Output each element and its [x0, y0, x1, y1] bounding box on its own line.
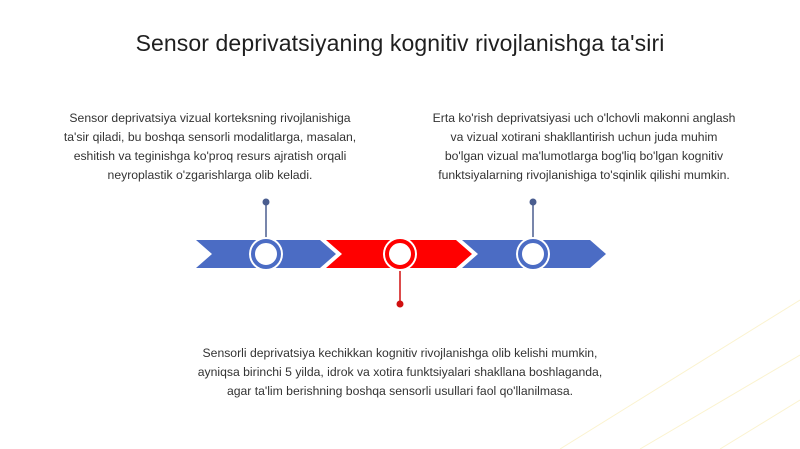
text-line: va vizual xotirani shakllantirish uchun juda muhim — [450, 130, 718, 144]
text-line: eshitish va teginishga ko'proq resurs ajratish orqali — [73, 149, 347, 163]
text-line: ayniqsa birinchi 5 yilda, idrok va xotira funktsiyalari shakllana boshlaganda, — [197, 365, 603, 379]
connector-dot-right — [530, 199, 537, 206]
text-line: funktsiyalarning rivojlanishiga to'sqinlik qilishi mumkin. — [438, 168, 730, 182]
connector-dot-bottom — [397, 301, 404, 308]
text-line: Sensor deprivatsiya vizual korteksning rivojlanishiga — [69, 111, 351, 125]
text-line: neyroplastik o'zgarishlarga olib keladi. — [107, 168, 313, 182]
text-line: bo'lgan vizual ma'lumotlarga bog'liq bo'lgan kognitiv — [444, 149, 724, 163]
text-line: Erta ko'rish deprivatsiyasi uch o'lchovli makonni anglash — [432, 111, 736, 125]
text-line: Sensorli deprivatsiya kechikkan kognitiv rivojlanishga olib kelishi mumkin, — [202, 346, 598, 360]
text-line: agar ta'lim berishning boshqa sensorli usullari faol qo'llanilmasa. — [226, 384, 574, 398]
background-decoration — [560, 300, 800, 449]
text-line: ta'sir qiladi, bu boshqa sensorli modalitlarga, masalan, — [63, 130, 357, 144]
slide-title: Sensor deprivatsiyaning kognitiv rivojlanishga ta'siri — [135, 30, 665, 56]
connector-dot-left — [263, 199, 270, 206]
